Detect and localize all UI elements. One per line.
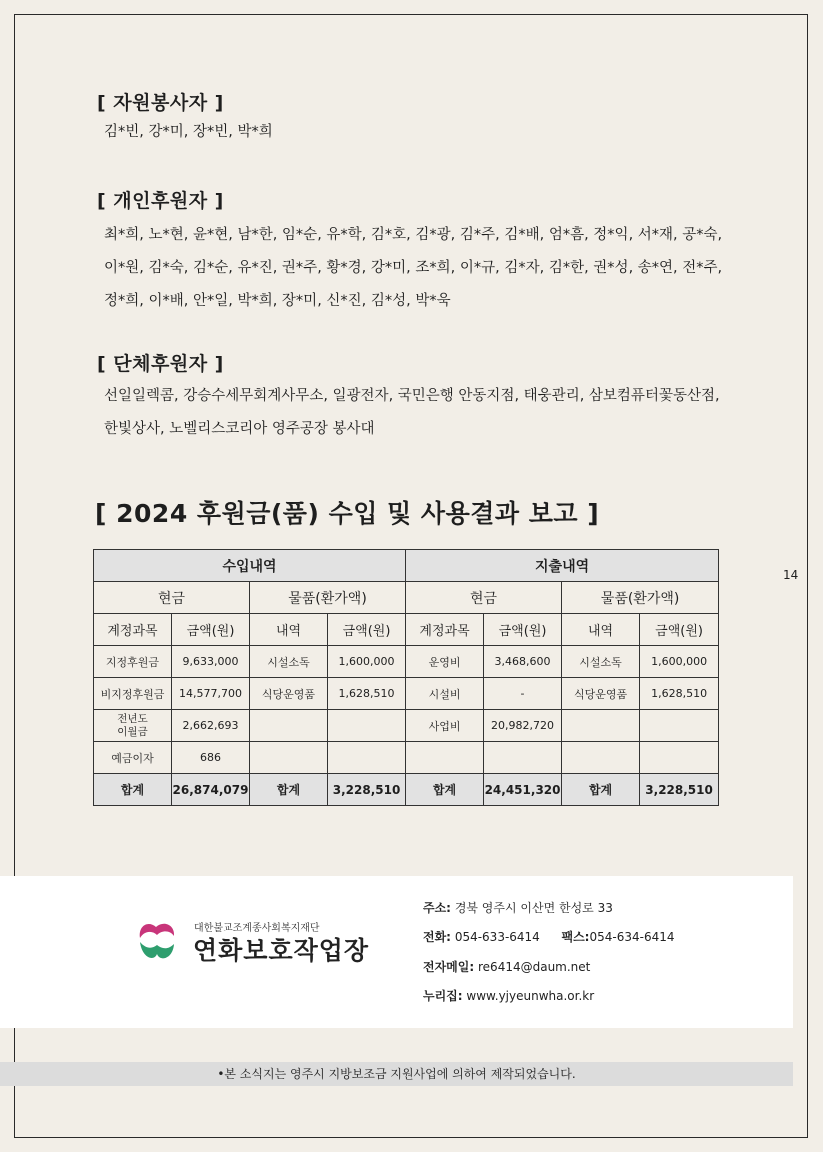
total-label: 합계 [250, 774, 328, 806]
address-label: 주소: [423, 901, 451, 915]
table-cell [562, 742, 640, 774]
table-cell [640, 710, 719, 742]
total-expense-cash: 24,451,320 [484, 774, 562, 806]
fax-value: 054-634-6414 [589, 930, 675, 944]
table-cell: 2,662,693 [172, 710, 250, 742]
org-name: 연화보호작업장 [193, 936, 370, 965]
table-cell: 686 [172, 742, 250, 774]
column-header: 금액(원) [484, 614, 562, 646]
total-income-goods: 3,228,510 [328, 774, 406, 806]
phone-line [423, 928, 674, 945]
column-header: 내역 [250, 614, 328, 646]
table-cell [250, 710, 328, 742]
table-cell: 1,600,000 [328, 646, 406, 678]
table-row [94, 678, 719, 710]
table-cell: 1,600,000 [640, 646, 719, 678]
table-cell [328, 742, 406, 774]
table-cell: - [484, 678, 562, 710]
web-value[interactable]: www.yjyeunwha.or.kr [466, 989, 595, 1003]
total-label: 합계 [406, 774, 484, 806]
column-header: 내역 [562, 614, 640, 646]
email-line [423, 958, 590, 975]
table-cell: 1,628,510 [328, 678, 406, 710]
table-cell [640, 742, 719, 774]
table-cell: 시설소독 [562, 646, 640, 678]
table-cell [406, 742, 484, 774]
total-income-cash: 26,874,079 [172, 774, 250, 806]
list-line: 김*빈, 강*미, 장*빈, 박*희 [104, 124, 273, 140]
org-subtitle: 대한불교조계종사회복지재단 [194, 923, 320, 934]
column-header: 금액(원) [328, 614, 406, 646]
column-header: 금액(원) [172, 614, 250, 646]
table-cell: 운영비 [406, 646, 484, 678]
table-cell: 예금이자 [94, 742, 172, 774]
total-expense-goods: 3,228,510 [640, 774, 719, 806]
expense-cash-header: 현금 [406, 582, 562, 614]
table-cell: 시설소독 [250, 646, 328, 678]
table-cell: 시설비 [406, 678, 484, 710]
group-donors-list [104, 380, 744, 446]
income-goods-header: 물품(환가액) [250, 582, 406, 614]
income-cash-header: 현금 [94, 582, 250, 614]
table-row [94, 646, 719, 678]
volunteers-title: [ 자원봉사자 ] [97, 92, 224, 114]
expense-goods-header: 물품(환가액) [562, 582, 719, 614]
table-cell [328, 710, 406, 742]
total-label: 합계 [562, 774, 640, 806]
address-value: 경북 영주시 이산면 한성로 33 [454, 901, 613, 915]
total-row [94, 774, 719, 806]
phone-value: 054-633-6414 [454, 930, 540, 944]
page-number: 14 [783, 568, 799, 582]
group-donors-title: [ 단체후원자 ] [97, 353, 224, 375]
list-line: 정*희, 이*배, 안*일, 박*희, 장*미, 신*진, 김*성, 박*욱 [104, 293, 451, 309]
report-title: [ 2024 후원금(품) 수입 및 사용결과 보고 ] [95, 499, 600, 528]
donation-report-table [93, 549, 719, 806]
list-line: 선일일렉콤, 강승수세무회계사무소, 일광전자, 국민은행 안동지점, 태웅관리, 삼보컴퓨터꽃동산점, [104, 388, 720, 404]
phone-label: 전화: [423, 930, 451, 944]
table-cell: 3,468,600 [484, 646, 562, 678]
table-cell: 사업비 [406, 710, 484, 742]
email-label: 전자메일: [423, 960, 475, 974]
total-label: 합계 [94, 774, 172, 806]
individual-donors-title: [ 개인후원자 ] [97, 190, 224, 212]
table-cell: 9,633,000 [172, 646, 250, 678]
column-header: 계정과목 [94, 614, 172, 646]
income-header: 수입내역 [94, 550, 406, 582]
table-cell: 20,982,720 [484, 710, 562, 742]
column-header: 계정과목 [406, 614, 484, 646]
column-header: 금액(원) [640, 614, 719, 646]
table-cell: 전년도 이월금 [94, 710, 172, 742]
address-line [423, 899, 613, 916]
list-line: 이*원, 김*숙, 김*순, 유*진, 권*주, 황*경, 강*미, 조*희, 이*규, 김*자, 김*한, 권*성, 송*연, 전*주, [104, 260, 723, 276]
email-value[interactable]: re6414@daum.net [478, 960, 591, 974]
table-cell: 식당운영품 [250, 678, 328, 710]
expense-header: 지출내역 [406, 550, 719, 582]
funding-notice: •본 소식지는 영주시 지방보조금 지원사업에 의하여 제작되었습니다. [0, 1062, 793, 1086]
footer-panel [0, 876, 793, 1028]
table-cell: 비지정후원금 [94, 678, 172, 710]
table-cell [562, 710, 640, 742]
web-line [423, 987, 594, 1004]
table-cell: 14,577,700 [172, 678, 250, 710]
web-label: 누리집: [423, 989, 463, 1003]
volunteers-list [104, 116, 744, 149]
table-cell: 1,628,510 [640, 678, 719, 710]
table-row [94, 710, 719, 742]
table-cell [484, 742, 562, 774]
individual-donors-list [104, 219, 744, 318]
list-line: 한빛상사, 노벨리스코리아 영주공장 봉사대 [104, 421, 375, 437]
table-cell: 식당운영품 [562, 678, 640, 710]
fax-label: 팩스: [561, 930, 590, 944]
table-row [94, 742, 719, 774]
lotus-logo-icon [134, 918, 180, 964]
list-line: 최*희, 노*현, 윤*현, 남*한, 임*순, 유*학, 김*호, 김*광, 김*주, 김*배, 엄*흠, 정*익, 서*재, 공*숙, [104, 227, 723, 243]
table-cell [250, 742, 328, 774]
table-cell: 지정후원금 [94, 646, 172, 678]
